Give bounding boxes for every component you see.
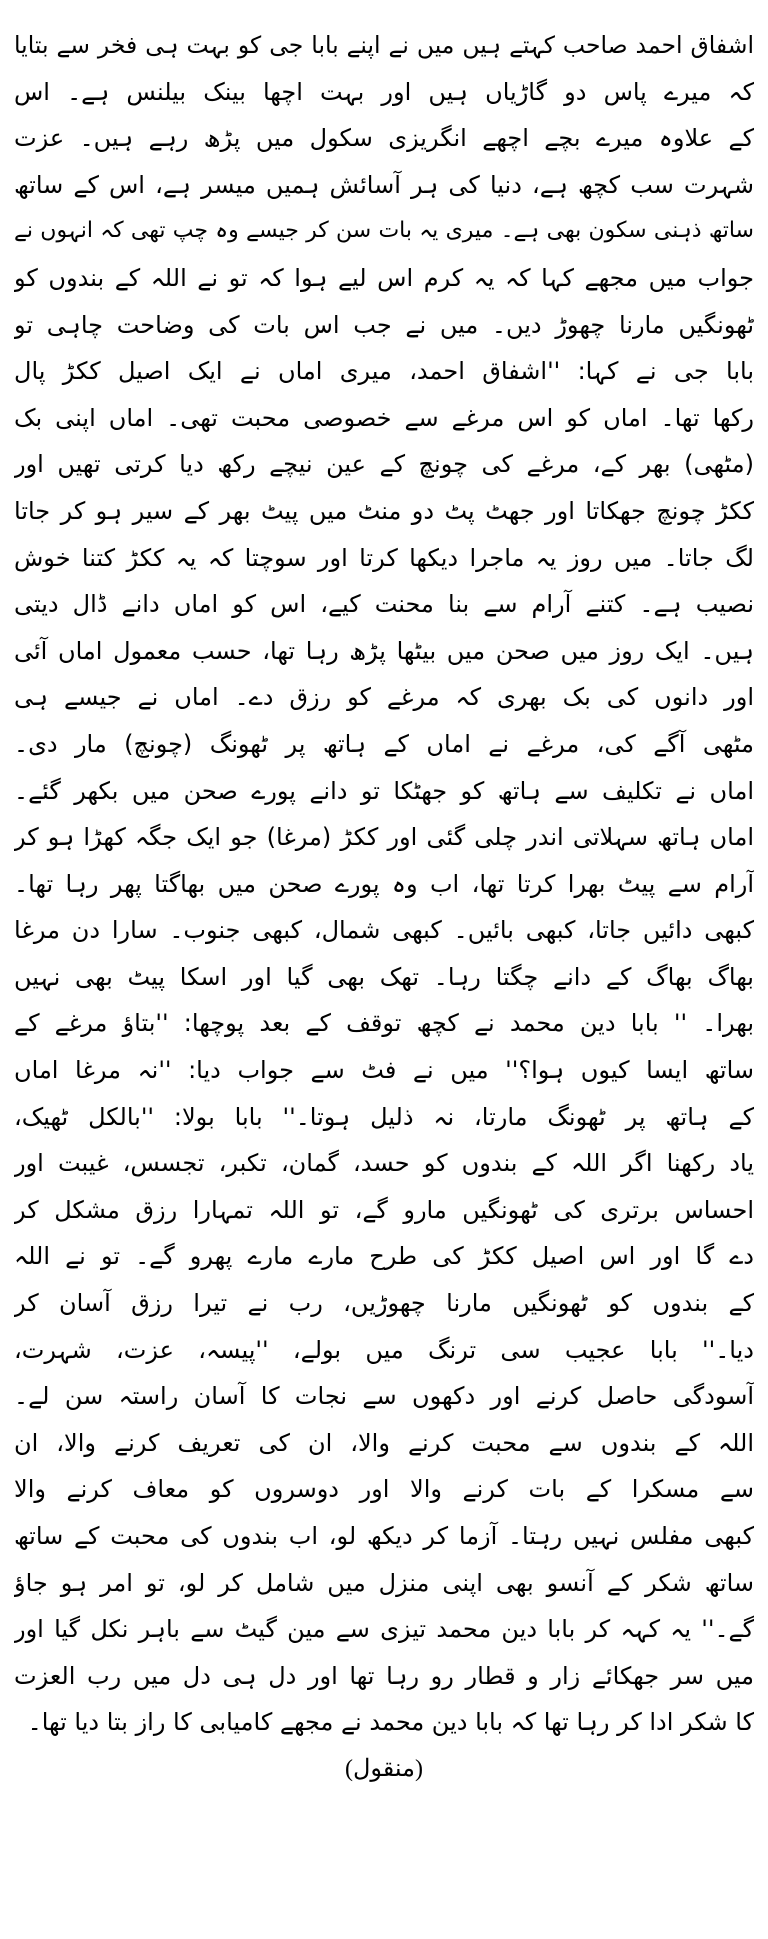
article-line: ککڑ چونچ جھکاتا اور جھٹ پٹ دو منٹ میں پیٹ بھر کے سیر ہو کر جاتا	[14, 496, 754, 525]
article-line: کے بندوں کو ٹھونگیں مارنا چھوڑیں، رب نے تیرا رزق آسان کر	[14, 1289, 754, 1318]
article-body	[14, 22, 754, 1746]
article-line: بابا جی نے کہا: ''اشفاق احمد، میری اماں نے ایک اصیل ککڑ پال	[14, 357, 754, 386]
article-line: (مٹھی) بھر کے، مرغے کی چونچ کے عین نیچے رکھ دیا کرتی تھیں اور	[14, 450, 754, 479]
article-line: اللہ کے بندوں سے محبت کرنے والا، ان کی تعریف کرنے والا، ان	[14, 1428, 754, 1457]
article-line: بھرا۔ '' بابا دین محمد نے کچھ توقف کے بعد پوچھا: ''بتاؤ مرغے کے	[14, 1009, 754, 1038]
article-line: میں سر جھکائے زار و قطار رو رہا تھا اور دل ہی دل میں رب العزت	[14, 1661, 754, 1690]
article-line: اور دانوں کی بک بھری کہ مرغے کو رزق دے۔ اماں نے جیسے ہی	[14, 683, 754, 712]
article-line: دیا۔'' بابا عجیب سی ترنگ میں بولے، ''پیسہ، عزت، شہرت،	[14, 1335, 754, 1364]
article-credit: (منقول)	[344, 1755, 424, 1782]
article-line: جواب میں مجھے کہا کہ یہ کرم اس لیے ہوا کہ تو نے اللہ کے بندوں کو	[14, 263, 754, 292]
article-line: اماں ہاتھ سہلاتی اندر چلی گئی اور ککڑ (مرغا) جو ایک جگہ کھڑا ہو کر	[14, 823, 754, 852]
article-line: ہیں۔ ایک روز میں صحن میں بیٹھا پڑھ رہا تھا، حسب معمول اماں آئی	[14, 636, 754, 665]
article-line: شہرت سب کچھ ہے، دنیا کی ہر آسائش ہمیں میسر ہے، اس کے ساتھ	[14, 170, 754, 199]
article-line: ساتھ ایسا کیوں ہوا؟'' میں نے فٹ سے جواب دیا: ''نہ مرغا اماں	[14, 1056, 754, 1085]
article-line: اشفاق احمد صاحب کہتے ہیں میں نے اپنے بابا جی کو بہت ہی فخر سے بتایا	[14, 31, 754, 59]
article-line: یاد رکھنا اگر اللہ کے بندوں کو حسد، گمان، تکبر، تجسس، غیبت اور	[14, 1149, 754, 1178]
article-line: کے ہاتھ پر ٹھونگ مارتا، نہ ذلیل ہوتا۔'' بابا بولا: ''بالکل ٹھیک،	[14, 1102, 754, 1131]
article-line: آرام سے پیٹ بھرا کرتا تھا، اب وہ پورے صحن میں بھاگتا پھر رہا تھا۔	[14, 869, 754, 898]
article-line: ساتھ شکر کے آنسو بھی اپنی منزل میں شامل کر لو، تو امر ہو جاؤ	[14, 1568, 754, 1597]
article-line: مٹھی آگے کی، مرغے نے اماں کے ہاتھ پر ٹھونگ (چونچ) مار دی۔	[14, 729, 754, 758]
article-line: کے علاوہ میرے بچے اچھے انگریزی سکول میں پڑھ رہے ہیں۔ عزت	[14, 124, 754, 153]
article-line: احساس برتری کی ٹھونگیں مارو گے، تو اللہ تمہارا رزق مشکل کر	[14, 1195, 754, 1224]
article-line: لگ جاتا۔ میں روز یہ ماجرا دیکھا کرتا اور سوچتا کہ یہ ککڑ کتنا خوش	[14, 543, 754, 572]
article-line: گے۔'' یہ کہہ کر بابا دین محمد تیزی سے مین گیٹ سے باہر نکل گیا اور	[14, 1615, 754, 1644]
article-line: آسودگی حاصل کرنے اور دکھوں سے نجات کا آسان راستہ سن لے۔	[14, 1382, 754, 1411]
article-line: بھاگ بھاگ کے دانے چگتا رہا۔ تھک بھی گیا اور اسکا پیٹ بھی نہیں	[14, 962, 754, 991]
article-line: کبھی دائیں جاتا، کبھی بائیں۔ کبھی شمال، کبھی جنوب۔ سارا دن مرغا	[14, 916, 754, 945]
article-line: کا شکر ادا کر رہا تھا کہ بابا دین محمد نے مجھے کامیابی کا راز بتا دیا تھا۔	[27, 1708, 754, 1737]
article-page	[14, 22, 754, 1922]
article-line: کبھی مفلس نہیں رہتا۔ آزما کر دیکھ لو، اب بندوں کی محبت کے ساتھ	[14, 1522, 754, 1550]
article-line: اماں نے تکلیف سے ہاتھ کو جھٹکا تو دانے پورے صحن میں بکھر گئے۔	[14, 776, 754, 805]
article-line: رکھا تھا۔ اماں کو اس مرغے سے خصوصی محبت تھی۔ اماں اپنی بک	[14, 403, 754, 432]
article-line: ساتھ ذہنی سکون بھی ہے۔ میری یہ بات سن کر جیسے وہ چپ تھی کہ انہوں نے	[14, 218, 754, 244]
article-line: کہ میرے پاس دو گاڑیاں ہیں اور بہت اچھا بینک بیلنس ہے۔ اس	[14, 77, 754, 106]
article-line: نصیب ہے۔ کتنے آرام سے بنا محنت کیے، اس کو اماں دانے ڈال دیتی	[14, 590, 754, 619]
article-line: دے گا اور اس اصیل ککڑ کی طرح مارے مارے پھرو گے۔ تو نے اللہ	[14, 1242, 754, 1271]
article-line: ٹھونگیں مارنا چھوڑ دیں۔ میں نے جب اس بات کی وضاحت چاہی تو	[14, 310, 754, 339]
article-line: سے مسکرا کے بات کرنے والا اور دوسروں کو معاف کرنے والا	[14, 1475, 754, 1504]
